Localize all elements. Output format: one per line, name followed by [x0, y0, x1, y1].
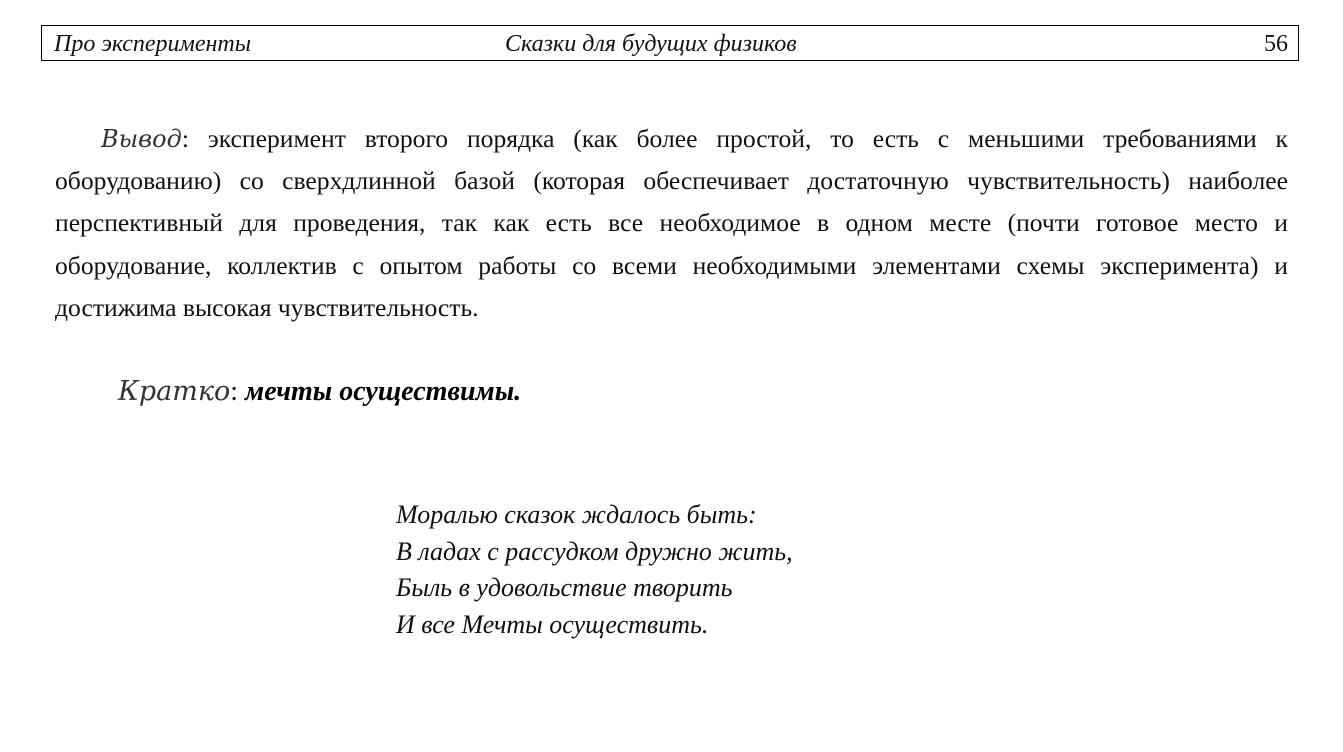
- conclusion-paragraph: [55, 118, 1288, 329]
- conclusion-lead: Вывод: [101, 125, 182, 153]
- conclusion-text: : эксперимент второго порядка (как более простой, то есть с меньшими требованиями к оборудованию) со сверхдлинной базой (которая обеспечивает достаточную чувствительность) наиболее перспективный для проведения, так как есть все необходимое в одном месте (почти готовое место и оборудование, коллектив с опытом работы со всеми необходимыми элементами схемы эксперимента) и достижима высокая чувствительность.: [55, 124, 1288, 322]
- summary-label: Кратко: [118, 376, 231, 407]
- poem: [396, 497, 793, 643]
- poem-line: В ладах с рассудком дружно жить,: [396, 536, 793, 566]
- summary-line: [118, 372, 521, 412]
- poem-line: Моралью сказок ждалось быть:: [396, 500, 757, 529]
- header-book-title: Сказки для будущих физиков: [505, 31, 797, 57]
- summary-bold-text: мечты осуществимы.: [245, 376, 522, 407]
- running-header: [41, 25, 1299, 61]
- summary-colon: :: [230, 376, 246, 407]
- poem-line: Быль в удовольствие творить: [396, 573, 733, 602]
- page-number: 56: [1264, 31, 1288, 57]
- poem-line: И все Мечты осуществить.: [396, 609, 709, 639]
- header-section-title: Про эксперименты: [54, 31, 251, 57]
